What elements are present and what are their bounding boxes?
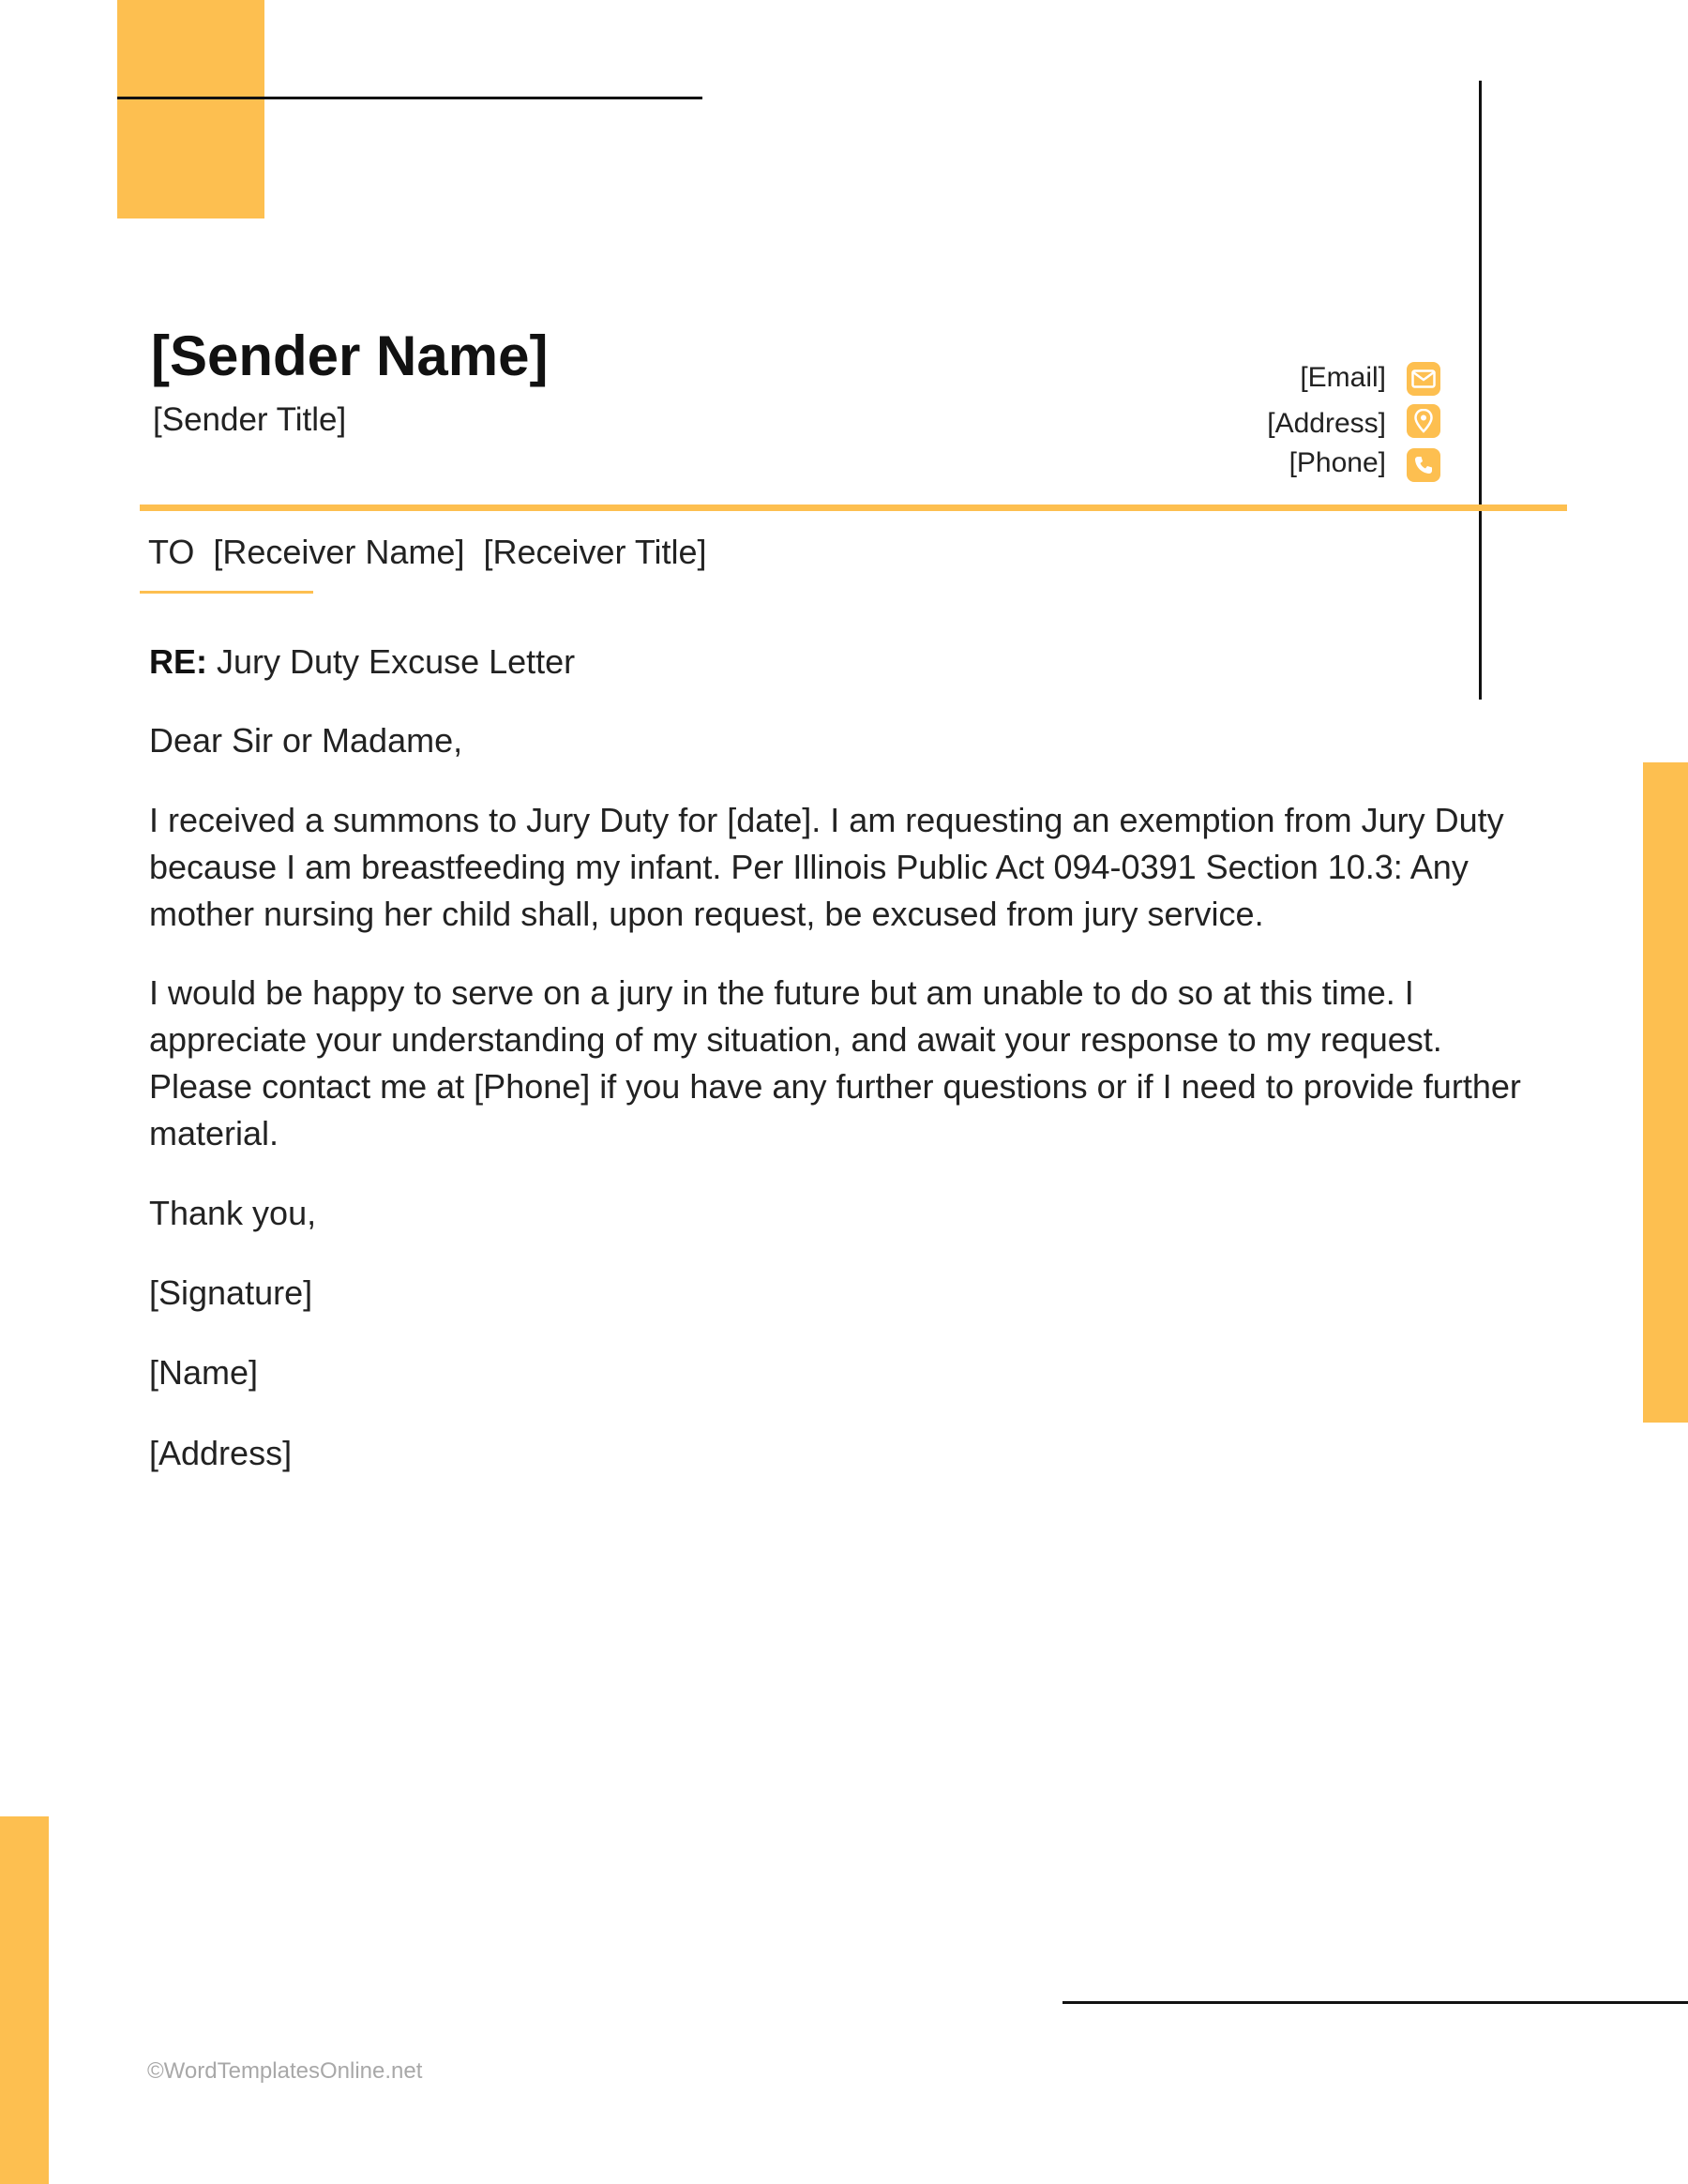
sender-name: [Sender Name] bbox=[151, 324, 549, 387]
closing-name: [Name] bbox=[149, 1353, 259, 1392]
recipient-underline bbox=[140, 591, 313, 594]
subject-label: RE: bbox=[149, 642, 207, 681]
closing-address: [Address] bbox=[149, 1434, 293, 1472]
right-vertical-rule bbox=[1479, 81, 1482, 700]
email-icon bbox=[1407, 362, 1440, 396]
body-paragraph-1: I received a summons to Jury Duty for [date]. I am requesting an exemption from Jury Duty because I am breastfeeding my infant. Per Illinois Public Act 094-0391 Section 10.3: Any mother nursing her child shall, upon request, be excused from jury service. bbox=[149, 801, 1504, 933]
bottom-left-accent-bar bbox=[0, 1816, 49, 2184]
top-horizontal-rule bbox=[117, 97, 702, 99]
phone-icon bbox=[1407, 448, 1440, 482]
bottom-right-rule bbox=[1063, 2001, 1688, 2004]
recipient-name: [Receiver Name] bbox=[213, 533, 465, 571]
contact-address: [Address] bbox=[1267, 408, 1386, 439]
recipient-title: [Receiver Title] bbox=[483, 533, 707, 571]
subject-line bbox=[149, 642, 575, 682]
salutation: Dear Sir or Madame, bbox=[149, 721, 463, 760]
body-paragraph-2: I would be happy to serve on a jury in the future but am unable to do so at this time. I appreciate your understanding of my situation, and await your response to my request. Please contact me at [Phone] if you have any further questions or if I need to provide further material. bbox=[149, 973, 1521, 1152]
sender-title: [Sender Title] bbox=[153, 401, 347, 438]
copyright-notice: ©WordTemplatesOnline.net bbox=[147, 2058, 423, 2084]
contact-email: [Email] bbox=[1300, 362, 1386, 393]
top-left-accent-block bbox=[117, 0, 264, 218]
right-side-accent-bar bbox=[1643, 762, 1688, 1423]
header-divider bbox=[140, 505, 1567, 511]
signature: [Signature] bbox=[149, 1273, 313, 1312]
recipient-prefix: TO bbox=[148, 533, 195, 571]
recipient-line bbox=[148, 533, 716, 572]
closing: Thank you, bbox=[149, 1194, 317, 1232]
subject-text: Jury Duty Excuse Letter bbox=[217, 642, 576, 681]
contact-phone: [Phone] bbox=[1289, 447, 1386, 478]
location-pin-icon bbox=[1407, 404, 1440, 438]
